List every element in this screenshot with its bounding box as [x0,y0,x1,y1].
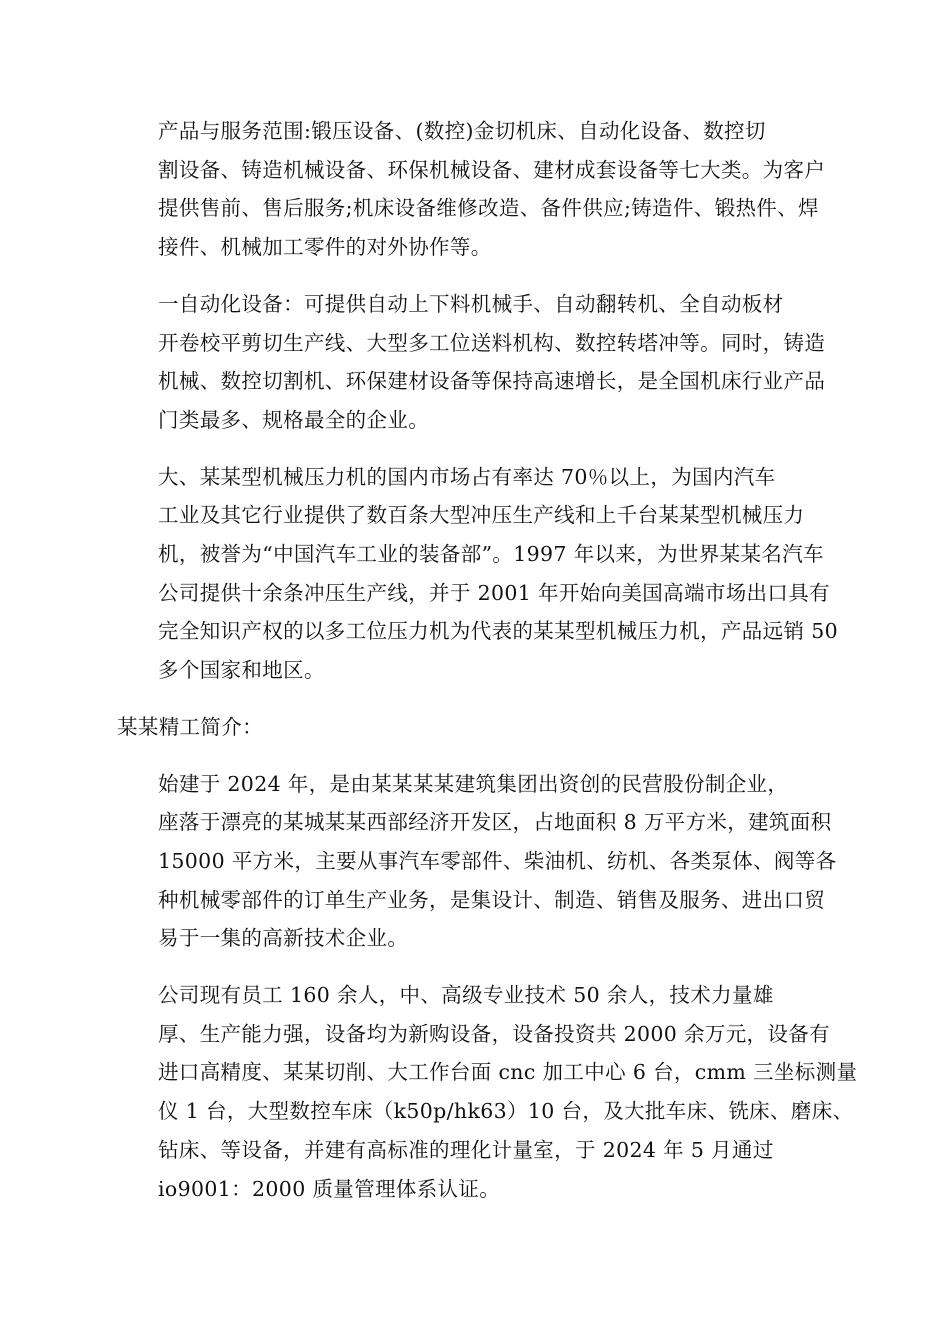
text-line: 接件、机械加工零件的对外协作等。 [158,235,492,260]
text-line: 工业及其它行业提供了数百条大型冲压生产线和上千台某某型机械压力 [158,503,805,528]
text-line: 始建于 2024 年，是由某某某某建筑集团出资创的民营股份制企业， [158,771,789,796]
text-line: 机，被誉为“中国汽车工业的装备部”。1997 年以来，为世界某某名汽车 [158,542,824,567]
text-line: 一自动化设备：可提供自动上下料机械手、自动翻转机、全自动板材 [158,291,784,316]
paragraph-staff-equipment [117,976,858,1208]
text-line: 割设备、铸造机械设备、环保机械设备、建材成套设备等七大类。为客户 [158,157,826,182]
paragraph-founding [117,765,841,959]
text-line: 门类最多、规格最全的企业。 [158,407,430,432]
text-line: 多个国家和地区。 [158,658,325,683]
paragraph-press-market [117,458,841,690]
text-line: 大、某某型机械压力机的国内市场占有率达 70％以上，为国内汽车 [158,464,776,489]
text-line: 公司现有员工 160 余人，中、高级专业技术 50 余人，技术力量雄 [158,983,774,1008]
section-heading-intro [117,708,841,747]
text-line: 15000 平方米，主要从事汽车零部件、柴油机、纺机、各类泵体、阀等各 [158,848,837,873]
document-page [117,112,858,1226]
text-line: 产品与服务范围:锻压设备、(数控)金切机床、自动化设备、数控切 [158,119,766,143]
text-line: 仪 1 台，大型数控车床（k50p/hk63）10 台，及大批车床、铣床、磨床、 [158,1099,854,1124]
paragraph-products-scope [117,112,841,267]
text-line: io9001：2000 质量管理体系认证。 [158,1176,501,1201]
text-line: 座落于漂亮的某城某某西部经济开发区，占地面积 8 万平方米，建筑面积 [158,810,832,835]
paragraph-automation [117,285,841,440]
text-line: 进口高精度、某某切削、大工作台面 cnc 加工中心 6 台，cmm 三坐标测量 [158,1060,858,1085]
heading-text: 某某精工简介： [117,714,263,739]
text-line: 完全知识产权的以多工位压力机为代表的某某型机械压力机，产品远销 50 [158,619,838,644]
text-line: 提供售前、售后服务;机床设备维修改造、备件供应;铸造件、锻热件、焊 [158,196,819,221]
text-line: 开卷校平剪切生产线、大型多工位送料机构、数控转塔冲等。同时，铸造 [158,330,826,355]
text-line: 易于一集的高新技术企业。 [158,926,409,951]
text-line: 种机械零部件的订单生产业务，是集设计、制造、销售及服务、进出口贸 [158,887,826,912]
text-line: 机械、数控切割机、环保建材设备等保持高速增长，是全国机床行业产品 [158,369,826,394]
text-line: 公司提供十余条冲压生产线，并于 2001 年开始向美国高端市场出口具有 [158,580,830,605]
text-line: 钻床、等设备，并建有高标准的理化计量室，于 2024 年 5 月通过 [158,1137,774,1162]
text-line: 厚、生产能力强，设备均为新购设备，设备投资共 2000 余万元，设备有 [158,1021,830,1046]
